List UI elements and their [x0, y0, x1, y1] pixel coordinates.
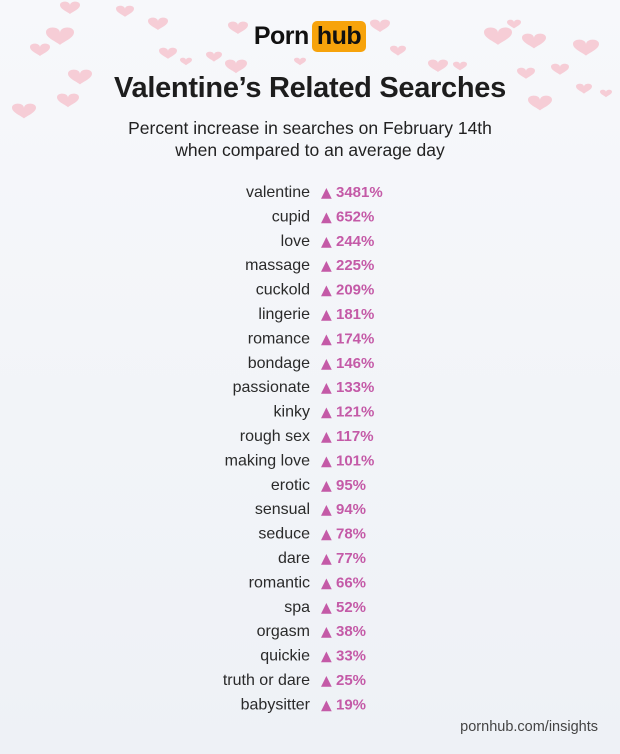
search-term-label: romance	[247, 330, 310, 348]
up-triangle-icon: ▲	[321, 404, 332, 421]
search-term-label: making love	[224, 452, 310, 470]
heart-icon	[180, 58, 192, 65]
up-triangle-icon: ▲	[321, 429, 332, 445]
list-item	[258, 306, 374, 323]
up-triangle-icon: ▲	[321, 258, 332, 275]
up-triangle-icon: ▲	[321, 526, 332, 543]
search-term-label: love	[280, 232, 310, 250]
search-term-label: sensual	[254, 501, 310, 519]
percent-increase-value: 146%	[336, 354, 375, 372]
up-triangle-icon: ▲	[321, 282, 332, 299]
list-item	[257, 623, 366, 640]
heart-icon	[60, 2, 80, 14]
percent-increase-value: 33%	[336, 647, 367, 665]
brand-logo	[0, 22, 620, 51]
logo-text-right: hub	[312, 21, 366, 52]
search-term-label: orgasm	[256, 623, 310, 641]
list-item	[245, 257, 374, 274]
up-triangle-icon: ▲	[321, 453, 332, 470]
up-triangle-icon: ▲	[321, 307, 332, 323]
list-item	[278, 550, 366, 567]
percent-increase-value: 25%	[336, 672, 367, 689]
search-increase-list	[0, 182, 620, 722]
percent-increase-value: 52%	[336, 598, 367, 616]
list-item	[256, 282, 375, 299]
up-triangle-icon: ▲	[321, 233, 332, 250]
subtitle-line-2: when compared to an average day	[175, 140, 445, 160]
percent-increase-value: 95%	[336, 476, 367, 494]
search-term-label: cuckold	[255, 281, 310, 299]
percent-increase-value: 225%	[336, 257, 375, 275]
search-term-label: kinky	[273, 403, 310, 421]
up-triangle-icon: ▲	[321, 551, 332, 567]
list-item	[255, 501, 366, 518]
page-title: Valentine’s Related Searches	[114, 72, 506, 104]
list-item	[274, 404, 375, 421]
list-item	[258, 526, 366, 543]
list-item	[260, 648, 366, 665]
search-term-label: valentine	[245, 184, 310, 201]
percent-increase-value: 652%	[336, 208, 375, 226]
up-triangle-icon: ▲	[321, 624, 332, 641]
logo-text-left: Porn	[253, 22, 309, 50]
list-item	[241, 696, 366, 713]
search-term-label: seduce	[258, 525, 310, 543]
percent-increase-value: 181%	[336, 306, 375, 323]
list-item	[246, 184, 383, 201]
search-term-label: massage	[245, 257, 310, 275]
up-triangle-icon: ▲	[321, 185, 332, 201]
percent-increase-value: 209%	[336, 281, 375, 299]
list-item	[248, 330, 375, 347]
list-item	[281, 233, 375, 250]
list-item	[271, 477, 366, 494]
percent-increase-value: 66%	[336, 574, 367, 592]
search-term-label: rough sex	[239, 428, 310, 445]
up-triangle-icon: ▲	[321, 355, 332, 372]
heart-icon	[453, 62, 467, 71]
percent-increase-value: 101%	[336, 452, 375, 470]
heart-icon	[116, 6, 134, 17]
list-item	[240, 428, 374, 445]
percent-increase-value: 94%	[336, 501, 367, 519]
search-term-label: spa	[284, 598, 310, 616]
search-term-label: erotic	[270, 476, 310, 494]
up-triangle-icon: ▲	[321, 502, 332, 519]
percent-increase-value: 78%	[336, 525, 367, 543]
up-triangle-icon: ▲	[321, 380, 332, 397]
search-term-label: babysitter	[240, 696, 310, 714]
subtitle-line-1: Percent increase in searches on February 14th	[128, 118, 492, 138]
up-triangle-icon: ▲	[321, 209, 332, 226]
up-triangle-icon: ▲	[321, 673, 332, 689]
list-item	[233, 379, 375, 396]
search-term-label: dare	[277, 550, 310, 567]
percent-increase-value: 38%	[336, 623, 367, 641]
list-item	[223, 672, 366, 689]
percent-increase-value: 121%	[336, 403, 375, 421]
decorative-hearts	[0, 0, 620, 130]
up-triangle-icon: ▲	[321, 697, 332, 714]
search-term-label: passionate	[232, 379, 310, 397]
percent-increase-value: 77%	[336, 550, 367, 567]
search-term-label: quickie	[260, 647, 310, 665]
source-footer: pornhub.com/insights	[460, 719, 598, 735]
up-triangle-icon: ▲	[321, 648, 332, 665]
list-item	[225, 452, 375, 469]
list-item	[249, 574, 366, 591]
search-term-label: romantic	[248, 574, 310, 592]
search-term-label: cupid	[271, 208, 310, 226]
list-item	[284, 599, 366, 616]
percent-increase-value: 244%	[336, 232, 375, 250]
percent-increase-value: 117%	[336, 428, 374, 445]
heart-icon	[206, 52, 222, 62]
list-item	[272, 208, 375, 225]
heart-icon	[428, 60, 448, 72]
heart-icon	[294, 58, 306, 65]
up-triangle-icon: ▲	[321, 599, 332, 616]
list-item	[248, 355, 375, 372]
percent-increase-value: 133%	[336, 379, 375, 397]
search-term-label: truth or dare	[222, 672, 310, 689]
up-triangle-icon: ▲	[321, 575, 332, 592]
percent-increase-value: 3481%	[336, 184, 383, 201]
page-subtitle	[0, 117, 620, 161]
percent-increase-value: 174%	[336, 330, 375, 348]
search-term-label: lingerie	[258, 306, 310, 323]
up-triangle-icon: ▲	[321, 477, 332, 494]
percent-increase-value: 19%	[336, 696, 367, 714]
up-triangle-icon: ▲	[321, 331, 332, 348]
search-term-label: bondage	[247, 354, 310, 372]
